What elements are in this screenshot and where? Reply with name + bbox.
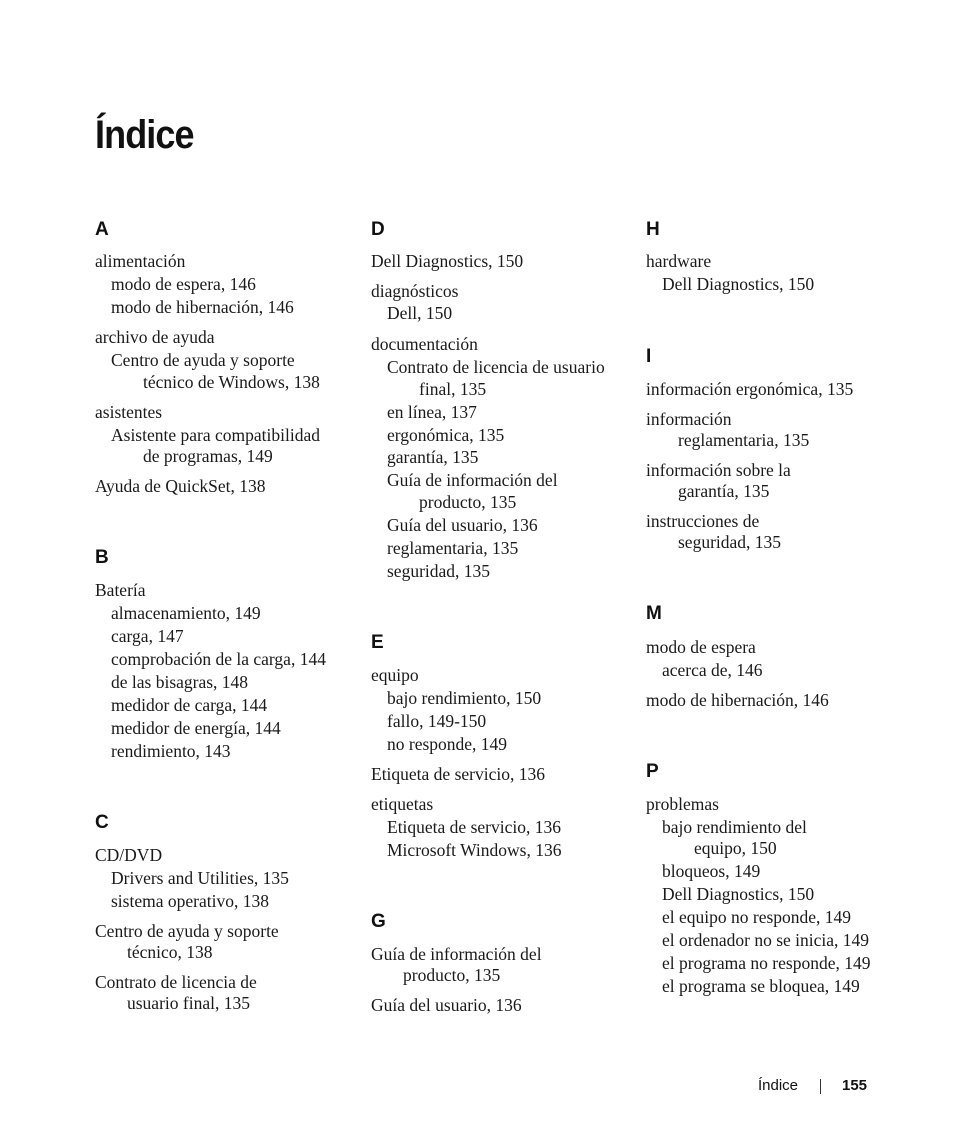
index-subentry: reglamentaria, 135 <box>387 538 519 558</box>
index-subentry: Guía de información del <box>387 470 558 490</box>
index-entry: instrucciones de <box>646 511 760 531</box>
index-subentry: ergonómica, 135 <box>387 425 505 445</box>
index-entry: documentación <box>371 334 478 354</box>
index-entry: información ergonómica, 135 <box>646 379 854 399</box>
section-letter-i: I <box>646 346 652 367</box>
section-letter-h: H <box>646 219 660 240</box>
index-subentry: no responde, 149 <box>387 734 508 754</box>
index-subentry: almacenamiento, 149 <box>111 603 261 623</box>
index-subentry: Etiqueta de servicio, 136 <box>387 817 561 837</box>
index-subentry: Drivers and Utilities, 135 <box>111 868 289 888</box>
index-subentry: Centro de ayuda y soporte <box>111 350 295 370</box>
index-subentry: bajo rendimiento, 150 <box>387 688 542 708</box>
index-continuation: técnico de Windows, 138 <box>143 372 320 392</box>
index-subentry: medidor de energía, 144 <box>111 718 281 738</box>
index-subentry: comprobación de la carga, 144 <box>111 649 326 669</box>
index-entry: diagnósticos <box>371 281 459 301</box>
index-continuation: usuario final, 135 <box>127 993 250 1013</box>
index-entry: Ayuda de QuickSet, 138 <box>95 476 266 496</box>
index-continuation: equipo, 150 <box>694 838 777 858</box>
index-subentry: medidor de carga, 144 <box>111 695 268 715</box>
index-entry: Centro de ayuda y soporte <box>95 921 279 941</box>
page-number: 155 <box>842 1077 868 1094</box>
index-subentry: rendimiento, 143 <box>111 741 231 761</box>
index-entry: información <box>646 409 732 429</box>
index-entry: Contrato de licencia de <box>95 972 257 992</box>
section-letter-b: B <box>95 547 109 568</box>
index-entry: alimentación <box>95 251 186 271</box>
index-subentry: Microsoft Windows, 136 <box>387 840 562 860</box>
index-subentry: Guía del usuario, 136 <box>387 515 538 535</box>
index-entry: CD/DVD <box>95 845 163 865</box>
index-subentry: Dell Diagnostics, 150 <box>662 884 815 904</box>
index-subentry: sistema operativo, 138 <box>111 891 269 911</box>
section-letter-p: P <box>646 761 659 782</box>
index-entry: Batería <box>95 580 146 600</box>
index-subentry: Contrato de licencia de usuario <box>387 357 605 377</box>
section-letter-a: A <box>95 219 109 240</box>
index-entry: Guía del usuario, 136 <box>371 995 522 1015</box>
index-entry: etiquetas <box>371 794 434 814</box>
index-entry: archivo de ayuda <box>95 327 215 347</box>
index-continuation: producto, 135 <box>403 965 501 985</box>
index-entry: modo de espera <box>646 637 756 657</box>
section-letter-e: E <box>371 632 384 653</box>
index-subentry: modo de espera, 146 <box>111 274 256 294</box>
index-continuation: técnico, 138 <box>127 942 213 962</box>
index-continuation: garantía, 135 <box>678 481 770 501</box>
index-subentry: garantía, 135 <box>387 447 479 467</box>
index-entry: Guía de información del <box>371 944 542 964</box>
index-entry: asistentes <box>95 402 163 422</box>
index-subentry: el programa se bloquea, 149 <box>662 976 860 996</box>
index-subentry: en línea, 137 <box>387 402 477 422</box>
index-continuation: de programas, 149 <box>143 446 273 466</box>
section-letter-c: C <box>95 812 109 833</box>
index-subentry: acerca de, 146 <box>662 660 763 680</box>
index-continuation: final, 135 <box>419 379 487 399</box>
index-entry: modo de hibernación, 146 <box>646 690 829 710</box>
index-subentry: bloqueos, 149 <box>662 861 761 881</box>
footer-section-title: Índice <box>758 1077 799 1094</box>
index-continuation: seguridad, 135 <box>678 532 782 552</box>
index-entry: hardware <box>646 251 712 271</box>
section-letter-d: D <box>371 219 385 240</box>
index-entry: Etiqueta de servicio, 136 <box>371 764 545 784</box>
footer-divider <box>820 1079 821 1094</box>
index-entry: Dell Diagnostics, 150 <box>371 251 524 271</box>
index-entry: información sobre la <box>646 460 791 480</box>
index-subentry: el programa no responde, 149 <box>662 953 871 973</box>
index-subentry: Asistente para compatibilidad <box>111 425 320 445</box>
index-subentry: seguridad, 135 <box>387 561 491 581</box>
index-entry: problemas <box>646 794 719 814</box>
index-subentry: el ordenador no se inicia, 149 <box>662 930 870 950</box>
section-letter-m: M <box>646 603 662 624</box>
index-continuation: producto, 135 <box>419 492 517 512</box>
index-entry: equipo <box>371 665 419 685</box>
page-title: Índice <box>95 113 194 157</box>
index-subentry: modo de hibernación, 146 <box>111 297 294 317</box>
index-subentry: Dell Diagnostics, 150 <box>662 274 815 294</box>
index-subentry: carga, 147 <box>111 626 184 646</box>
index-subentry: Dell, 150 <box>387 303 453 323</box>
section-letter-g: G <box>371 911 386 932</box>
index-subentry: bajo rendimiento del <box>662 817 807 837</box>
index-subentry: de las bisagras, 148 <box>111 672 249 692</box>
index-subentry: el equipo no responde, 149 <box>662 907 852 927</box>
index-continuation: reglamentaria, 135 <box>678 430 810 450</box>
index-subentry: fallo, 149-150 <box>387 711 487 731</box>
